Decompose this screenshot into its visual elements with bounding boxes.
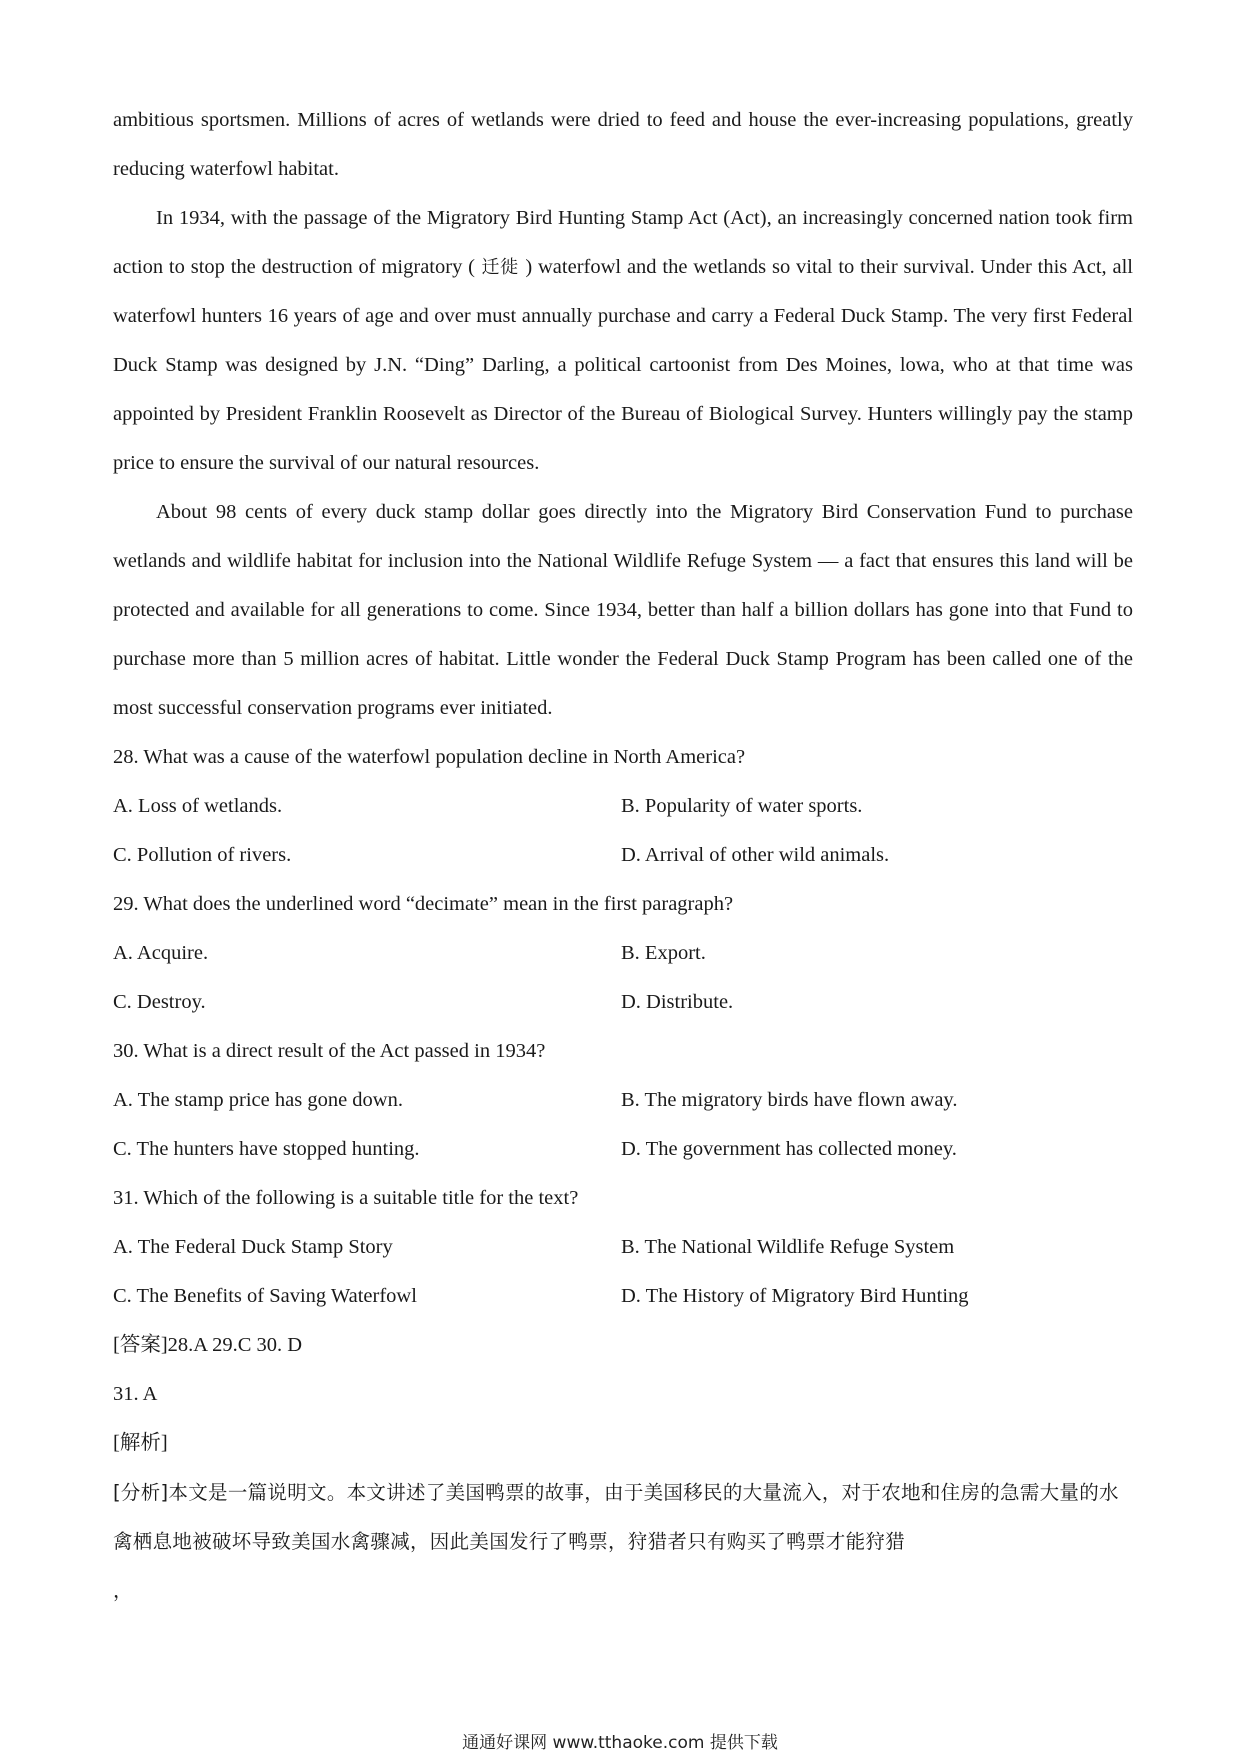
question-30: 30. What is a direct result of the Act passed in 1934? <box>113 1040 546 1062</box>
option-30-d: D. The government has collected money. <box>621 1138 957 1160</box>
question-30-options <box>113 1076 1133 1174</box>
question-31-options <box>113 1223 1133 1321</box>
question-29: 29. What does the underlined word “decimate” mean in the first paragraph? <box>113 893 734 915</box>
option-30-b: B. The migratory birds have flown away. <box>621 1089 958 1111</box>
page-footer: 通通好课网 www.tthaoke.com 提供下载 <box>462 1733 778 1753</box>
option-31-c: C. The Benefits of Saving Waterfowl <box>113 1285 417 1307</box>
option-28-b: B. Popularity of water sports. <box>621 795 863 817</box>
option-28-d: D. Arrival of other wild animals. <box>621 844 890 866</box>
option-28-c: C. Pollution of rivers. <box>113 844 292 866</box>
answer-key-line-1: [答案]28.A 29.C 30. D <box>113 1334 303 1356</box>
option-29-c: C. Destroy. <box>113 991 206 1013</box>
question-28-options <box>113 782 1133 880</box>
passage-paragraph-2-part-b: ) waterfowl and the wetlands so vital to their survival. Under this Act, all waterfowl hunters 16 years of age and over must annually purchase and carry a Federal Duck Stamp. The very first Federal Duck Stamp was designed by J.N. “Ding” Darling, a political cartoonist from Des Moines, lowa, who at that time was appointed by President Franklin Roosevelt as Director of the Bureau of Biological Survey. Hunters willingly pay the stamp price to ensure the survival of our natural resources. <box>113 256 1134 474</box>
option-29-a: A. Acquire. <box>113 942 209 964</box>
analysis-label: [解析] <box>113 1432 168 1454</box>
option-29-d: D. Distribute. <box>621 991 734 1013</box>
question-29-options <box>113 929 1133 1027</box>
document-page <box>113 96 1133 1615</box>
option-31-d: D. The History of Migratory Bird Hunting <box>621 1285 969 1307</box>
option-28-a: A. Loss of wetlands. <box>113 795 283 817</box>
passage-paragraph-1: ambitious sportsmen. Millions of acres of wetlands were dried to feed and house the ever-increasing populations, greatly reducing waterfowl habitat. <box>113 109 1133 180</box>
option-31-a: A. The Federal Duck Stamp Story <box>113 1236 393 1258</box>
passage-chinese-gloss: 迁徙 <box>475 257 526 278</box>
passage-paragraph-3: About 98 cents of every duck stamp dollar goes directly into the Migratory Bird Conservation Fund to purchase wetlands and wildlife habitat for inclusion into the National Wildlife Refuge System — a fact that ensures this land will be protected and available for all generations to come. Since 1934, better than half a billion dollars has gone into that Fund to purchase more than 5 million acres of habitat. Little wonder the Federal Duck Stamp Program has been called one of the most successful conservation programs ever initiated. <box>113 501 1133 719</box>
analysis-text: [分析]本文是一篇说明文。本文讲述了美国鸭票的故事，由于美国移民的大量流入，对于农地和住房的急需大量的水禽栖息地被破坏导致美国水禽骤减，因此美国发行了鸭票，狩猎者只有购买了鸭票才能狩猎 <box>113 1481 1119 1553</box>
option-31-b: B. The National Wildlife Refuge System <box>621 1236 955 1258</box>
question-28: 28. What was a cause of the waterfowl population decline in North America? <box>113 746 746 768</box>
option-30-c: C. The hunters have stopped hunting. <box>113 1138 420 1160</box>
analysis-trailing-comma: ， <box>113 1579 133 1602</box>
question-31: 31. Which of the following is a suitable title for the text? <box>113 1187 579 1209</box>
passage-paragraph-2-part-a: In 1934, with the passage of the Migratory Bird Hunting Stamp Act (Act), an increasingly concerned nation took firm action to stop the destruction of migratory ( <box>113 207 1133 278</box>
answer-key-line-2: 31. A <box>113 1383 158 1405</box>
option-29-b: B. Export. <box>621 942 706 964</box>
passage-paragraph-2 <box>113 194 1133 488</box>
option-30-a: A. The stamp price has gone down. <box>113 1089 403 1111</box>
